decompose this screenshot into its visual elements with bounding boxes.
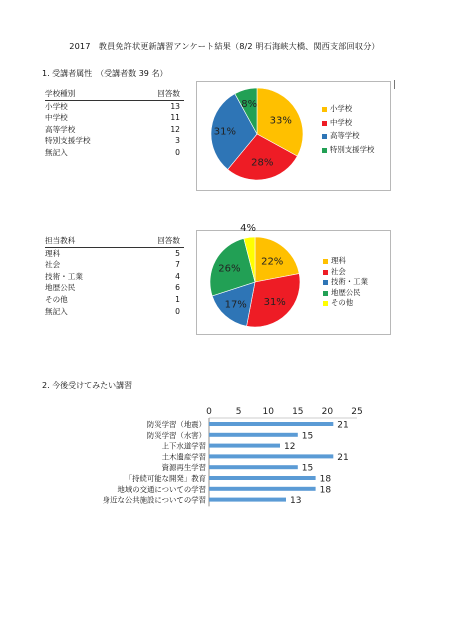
table-row [45, 147, 184, 159]
subject-pie-chart [197, 223, 327, 334]
table-cell: 技術・工業 [45, 271, 83, 281]
table-cell: 高等学校 [45, 124, 76, 134]
legend-label: 地歴公民 [331, 287, 361, 297]
section1-heading: 1. 受講者属性 （受講者数 39 名） [42, 69, 168, 78]
legend-swatch [323, 291, 328, 296]
legend-label: 高等学校 [330, 131, 360, 140]
bar [209, 487, 316, 491]
legend-item [323, 288, 387, 299]
legend-swatch [322, 134, 327, 139]
table-row [45, 112, 184, 124]
legend-item [322, 104, 386, 115]
legend-swatch [323, 301, 328, 306]
legend-label: その他 [331, 298, 354, 307]
table-cell: 無記入 [45, 306, 68, 316]
table-cell: 3 [175, 136, 180, 146]
bar-value-label: 18 [319, 474, 332, 485]
bar [209, 476, 316, 480]
subject-table [45, 235, 184, 317]
legend-item [323, 267, 387, 278]
bar [209, 422, 333, 426]
legend-swatch [323, 280, 328, 285]
legend-item [322, 131, 386, 142]
legend-label: 技術・工業 [331, 277, 368, 286]
x-tick-label: 10 [262, 407, 274, 417]
pie-value-label: 31% [213, 126, 237, 138]
table-row [45, 306, 184, 318]
table-header: 回答数 [127, 235, 185, 247]
table-cell: 地歴公民 [45, 283, 76, 293]
table-header: 担当教科 [45, 235, 127, 247]
table-cell: 12 [170, 124, 180, 134]
school-type-legend [322, 104, 386, 158]
table-cell: 0 [175, 306, 180, 316]
table-cell: 13 [170, 101, 180, 111]
bar-value-label: 15 [301, 431, 314, 442]
table-cell: 小学校 [45, 101, 68, 111]
legend-swatch [323, 259, 328, 264]
legend-label: 特別支援学校 [330, 144, 375, 154]
table-row [45, 100, 184, 112]
table-cell: 7 [175, 260, 180, 270]
legend-item [323, 256, 387, 267]
table-cell: 1 [175, 294, 180, 304]
x-tick-label: 0 [206, 407, 212, 417]
table-cell: 社会 [45, 260, 61, 270]
table-row [45, 247, 184, 259]
pie-value-label: 8% [241, 99, 258, 111]
pie-value-label: 4% [240, 223, 257, 234]
x-tick-label: 15 [292, 407, 304, 417]
table-cell: 11 [170, 113, 180, 123]
bar [209, 433, 298, 437]
bar [209, 465, 298, 469]
bar [209, 454, 333, 458]
table-header: 学校種別 [45, 88, 133, 100]
category-label: 資源再生学習 [161, 463, 206, 473]
legend-swatch [323, 270, 328, 275]
legend-label: 中学校 [330, 117, 353, 127]
section2-heading: 2. 今後受けてみたい講習 [42, 381, 133, 390]
bar [209, 498, 286, 502]
school-type-pie-chart [197, 82, 327, 190]
pie-value-label: 31% [263, 297, 286, 309]
table-row [45, 124, 184, 136]
legend-swatch [322, 148, 327, 153]
category-label: 防災学習（水害） [146, 430, 206, 440]
category-label: 土木遺産学習 [161, 452, 206, 462]
table-cell: その他 [45, 294, 68, 304]
legend-item [323, 298, 387, 309]
legend-swatch [322, 107, 327, 112]
category-label: 身近な公共施設についての学習 [102, 495, 206, 505]
x-tick-label: 5 [235, 407, 242, 417]
bar-value-label: 21 [337, 452, 349, 463]
x-tick-label: 25 [351, 407, 363, 417]
table-row [45, 294, 184, 306]
pie-value-label: 26% [218, 263, 241, 275]
table-cell: 4 [175, 271, 180, 281]
subject-pie-panel [196, 223, 391, 335]
legend-item [322, 145, 386, 156]
category-label: 上下水道学習 [161, 441, 206, 451]
stray-mark [394, 80, 395, 89]
pie-value-label: 33% [269, 115, 292, 127]
bar [209, 444, 280, 448]
category-label: 防災学習（地震） [146, 420, 206, 429]
pie-value-label: 28% [251, 157, 274, 169]
bar-value-label: 13 [290, 496, 302, 507]
table-cell: 0 [175, 147, 180, 157]
table-cell: 6 [175, 283, 180, 293]
x-tick-label: 20 [321, 407, 334, 417]
table-cell: 5 [175, 248, 180, 258]
table-header: 回答数 [133, 88, 184, 100]
legend-item [322, 118, 386, 129]
bar-value-label: 15 [301, 463, 314, 474]
legend-item [323, 277, 387, 288]
table-row [45, 282, 184, 294]
bar-value-label: 12 [284, 442, 296, 453]
category-label: 「持続可能な開発」教育 [124, 474, 206, 483]
subject-legend [323, 256, 387, 309]
legend-label: 社会 [331, 266, 346, 276]
page-title: 2017 教員免許状更新講習アンケート結果（8/2 明石海峡大橋、関西支部回収分） [69, 41, 380, 51]
school-type-table [45, 88, 184, 159]
pie-value-label: 22% [261, 256, 284, 268]
legend-label: 小学校 [330, 104, 353, 113]
bar-value-label: 21 [337, 420, 349, 431]
table-cell: 特別支援学校 [45, 136, 91, 146]
category-label: 地域の交通についての学習 [117, 484, 206, 494]
interest-bar-chart [60, 402, 380, 510]
legend-label: 理科 [331, 256, 346, 265]
bar-value-label: 18 [319, 485, 332, 496]
table-row [45, 135, 184, 147]
pie-value-label: 17% [224, 299, 247, 311]
table-cell: 無記入 [45, 147, 68, 157]
table-row [45, 259, 184, 271]
table-row [45, 271, 184, 283]
table-cell: 中学校 [45, 113, 68, 123]
legend-swatch [322, 121, 327, 126]
table-cell: 理科 [45, 248, 61, 258]
school-type-pie-panel [196, 81, 391, 191]
